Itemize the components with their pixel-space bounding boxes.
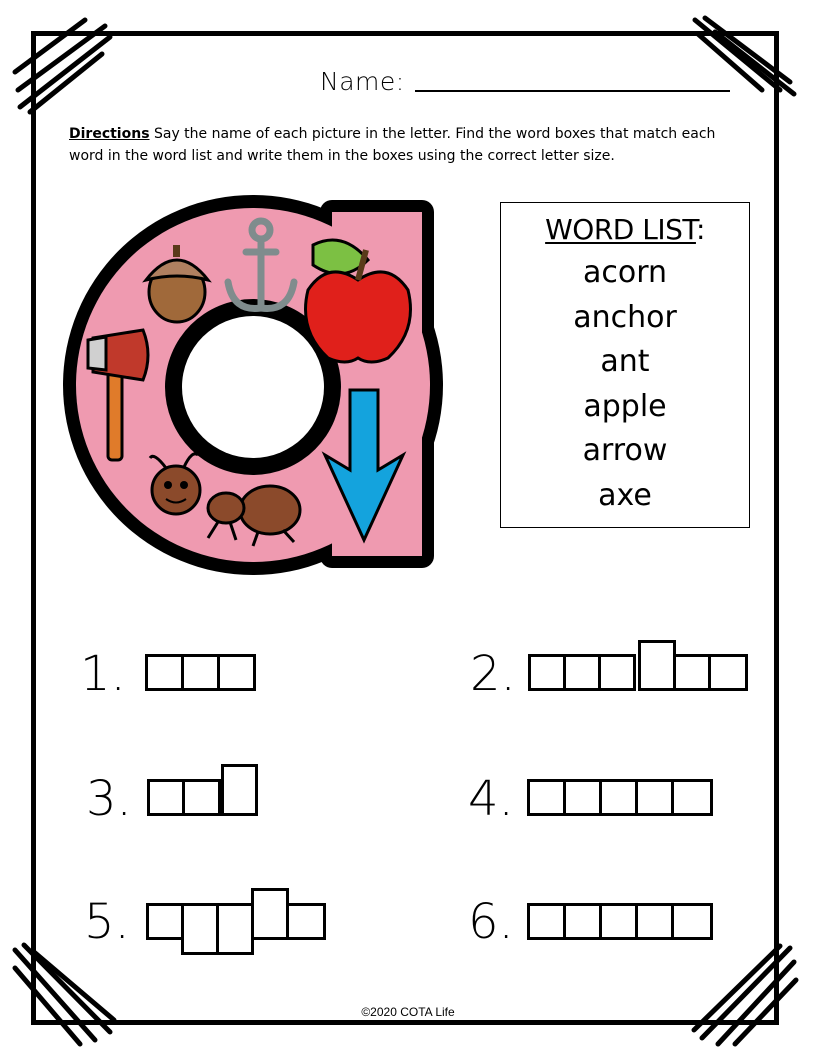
letter-box[interactable]	[146, 903, 184, 940]
letter-box[interactable]	[671, 779, 713, 816]
name-row	[320, 60, 730, 96]
word-list-item: apple	[583, 388, 667, 424]
word-list-title	[501, 213, 749, 247]
word-list-item: anchor	[573, 299, 677, 335]
word-list-heading: WORD LIST	[545, 213, 696, 246]
exercise-number-1: 1.	[80, 646, 126, 702]
letter-box-descender[interactable]	[216, 903, 254, 955]
letter-box-tall[interactable]	[251, 888, 289, 940]
name-label: Name:	[320, 67, 405, 96]
word-list-item: axe	[598, 477, 652, 513]
letter-box[interactable]	[673, 654, 711, 691]
letter-box[interactable]	[635, 903, 674, 940]
letter-hole	[182, 316, 324, 458]
copyright-footer: ©2020 COTA Life	[361, 1005, 455, 1019]
letter-box[interactable]	[563, 779, 602, 816]
exercise-number-6: 6.	[468, 894, 514, 950]
word-list-item: ant	[600, 344, 650, 379]
letter-box[interactable]	[527, 779, 566, 816]
letter-box[interactable]	[599, 903, 638, 940]
exercise-number-5: 5.	[84, 894, 130, 950]
exercise-number-4: 4.	[468, 771, 514, 827]
letter-box-tall[interactable]	[638, 640, 676, 691]
letter-box-tall[interactable]	[221, 764, 258, 816]
exercise-number-3: 3.	[86, 771, 132, 827]
letter-box[interactable]	[217, 654, 256, 691]
directions	[69, 123, 749, 167]
letter-box[interactable]	[598, 654, 636, 691]
word-list-box	[500, 202, 750, 528]
letter-box[interactable]	[147, 779, 185, 816]
word-list-colon: :	[695, 213, 705, 246]
word-list-item: acorn	[582, 255, 668, 290]
directions-text: Say the name of each picture in the letter. Find the word boxes that match each word in the word list and write them in the boxes using the correct letter size.	[69, 126, 716, 164]
exercise-number-2: 2.	[470, 646, 516, 702]
word-list-items	[501, 251, 749, 518]
name-input-line[interactable]	[415, 89, 730, 92]
letter-a-illustration	[58, 190, 448, 580]
letter-box[interactable]	[181, 654, 220, 691]
letter-box[interactable]	[563, 654, 601, 691]
letter-box[interactable]	[528, 654, 566, 691]
letter-box[interactable]	[563, 903, 602, 940]
letter-box[interactable]	[708, 654, 748, 691]
letter-box[interactable]	[635, 779, 674, 816]
corner-decoration-bottom-right	[690, 940, 800, 1050]
corner-decoration-bottom-left	[10, 940, 120, 1050]
letter-box[interactable]	[145, 654, 184, 691]
letter-box[interactable]	[182, 779, 221, 816]
letter-box[interactable]	[286, 903, 326, 940]
letter-box[interactable]	[671, 903, 713, 940]
letter-box[interactable]	[599, 779, 638, 816]
word-list-item: arrow	[582, 433, 668, 468]
letter-box[interactable]	[527, 903, 566, 940]
directions-label: Directions	[69, 126, 150, 142]
letter-box-descender[interactable]	[181, 903, 219, 955]
corner-decoration-top-left	[10, 12, 120, 122]
